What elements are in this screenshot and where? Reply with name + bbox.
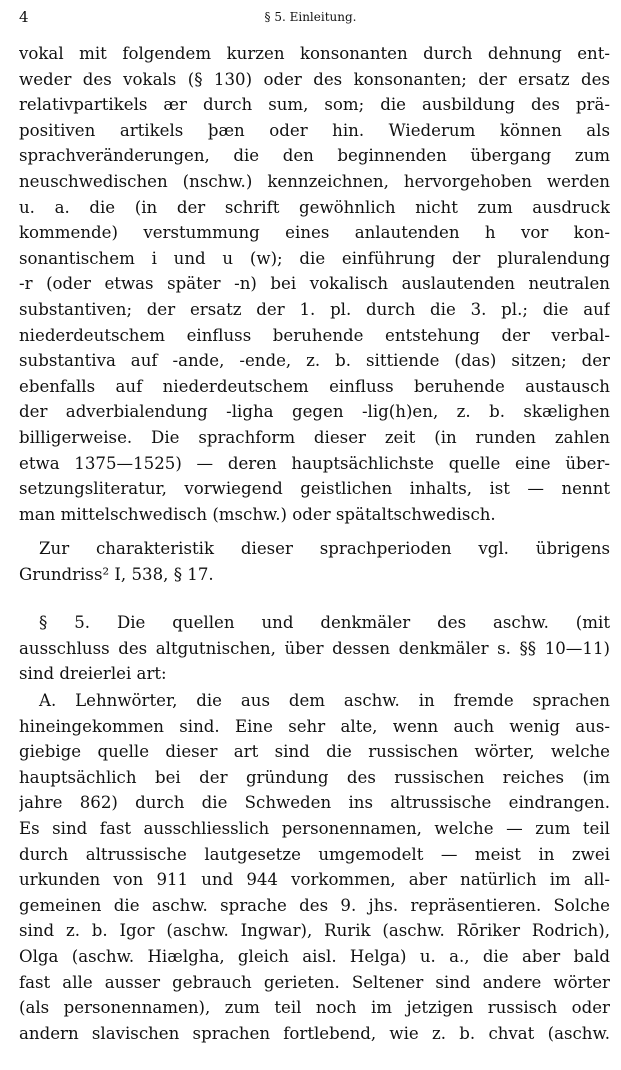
text-line: positiven artikels þæn oder hin. Wiederum können als bbox=[19, 120, 610, 140]
text-line: jahre 862) durch die Schweden ins altrussische eindrangen. bbox=[19, 793, 610, 813]
text-line: weder des vokals (§ 130) oder des konsonanten; der ersatz des bbox=[19, 69, 610, 89]
text-line: sonantischem i und u (w); die einführung der pluralendung bbox=[19, 248, 610, 268]
text-line: neuschwedischen (nschw.) kennzeichnen, hervorgehoben werden bbox=[19, 171, 610, 191]
text-line: Olga (aschw. Hiælgha, gleich aisl. Helga) u. a., die aber bald bbox=[19, 946, 610, 966]
section-5-heading-paragraph bbox=[19, 610, 610, 687]
running-head: § 5. Einleitung. bbox=[264, 10, 357, 24]
text-line: niederdeutschem einfluss beruhende entstehung der verbal- bbox=[19, 325, 610, 345]
text-line: kommende) verstummung eines anlautenden h vor kon- bbox=[19, 223, 610, 243]
text-line: billigerweise. Die sprachform dieser zeit (in runden zahlen bbox=[19, 427, 610, 447]
text-line: relativpartikels ær durch sum, som; die ausbildung des prä- bbox=[19, 95, 610, 115]
text-line: (als personennamen), zum teil noch im jetzigen russisch oder bbox=[19, 998, 610, 1018]
text-line: der adverbialendung -ligha gegen -lig(h)en, z. b. skælighen bbox=[19, 402, 610, 422]
text-line: setzungsliteratur, vorwiegend geistlichen inhalts, ist — nennt bbox=[19, 479, 610, 499]
text-line: etwa 1375—1525) — deren hauptsächlichste quelle eine über- bbox=[19, 453, 610, 473]
text-line: sprachveränderungen, die den beginnenden übergang zum bbox=[19, 146, 610, 166]
text-line: fast alle ausser gebrauch gerieten. Seltener sind andere wörter bbox=[19, 972, 610, 992]
text-line: gemeinen die aschw. sprache des 9. jhs. repräsentieren. Solche bbox=[19, 895, 610, 915]
page-number: 4 bbox=[19, 8, 29, 26]
text-line: Es sind fast ausschliesslich personennamen, welche — zum teil bbox=[19, 818, 610, 838]
text-line: andern slavischen sprachen fortlebend, wie z. b. chvat (aschw. bbox=[19, 1023, 610, 1043]
text-line: substantiva auf -ande, -ende, z. b. sittiende (das) sitzen; der bbox=[19, 351, 610, 371]
text-line: sind dreierlei art: bbox=[19, 664, 167, 684]
text-line: -r (oder etwas später -n) bei vokalisch auslautenden neutralen bbox=[19, 274, 610, 294]
text-line: ebenfalls auf niederdeutschem einfluss beruhende austausch bbox=[19, 376, 610, 396]
text-line: ausschluss des altgutnischen, über dessen denkmäler s. §§ 10—11) bbox=[19, 638, 610, 658]
text-line: man mittelschwedisch (mschw.) oder spätaltschwedisch. bbox=[19, 504, 496, 524]
text-line: urkunden von 911 und 944 vorkommen, aber natürlich im all- bbox=[19, 870, 610, 890]
text-line: hineingekommen sind. Eine sehr alte, wenn auch wenig aus- bbox=[19, 716, 610, 736]
text-line: § 5. Die quellen und denkmäler des aschw. (mit bbox=[39, 613, 610, 632]
paragraph-lehnwoerter bbox=[19, 688, 610, 1046]
text-line: Zur charakteristik dieser sprachperioden vgl. übrigens bbox=[39, 539, 610, 558]
text-line: u. a. die (in der schrift gewöhnlich nicht zum ausdruck bbox=[19, 197, 610, 217]
text-line: hauptsächlich bei der gründung des russischen reiches (im bbox=[19, 767, 610, 787]
paragraph-intro bbox=[19, 41, 610, 527]
text-line: vokal mit folgendem kurzen konsonanten durch dehnung ent- bbox=[19, 44, 610, 63]
text-line: Grundriss² I, 538, § 17. bbox=[19, 564, 214, 584]
text-line: substantiven; der ersatz der 1. pl. durch die 3. pl.; die auf bbox=[19, 299, 610, 319]
text-line: sind z. b. Igor (aschw. Ingwar), Rurik (aschw. Rōriker Rodrich), bbox=[19, 921, 610, 941]
text-line: A. Lehnwörter, die aus dem aschw. in fremde sprachen bbox=[39, 691, 610, 710]
text-line: durch altrussische lautgesetze umgemodelt — meist in zwei bbox=[19, 844, 610, 864]
paragraph-reference bbox=[19, 536, 610, 587]
text-line: giebige quelle dieser art sind die russischen wörter, welche bbox=[19, 742, 610, 762]
page-header bbox=[0, 8, 621, 30]
